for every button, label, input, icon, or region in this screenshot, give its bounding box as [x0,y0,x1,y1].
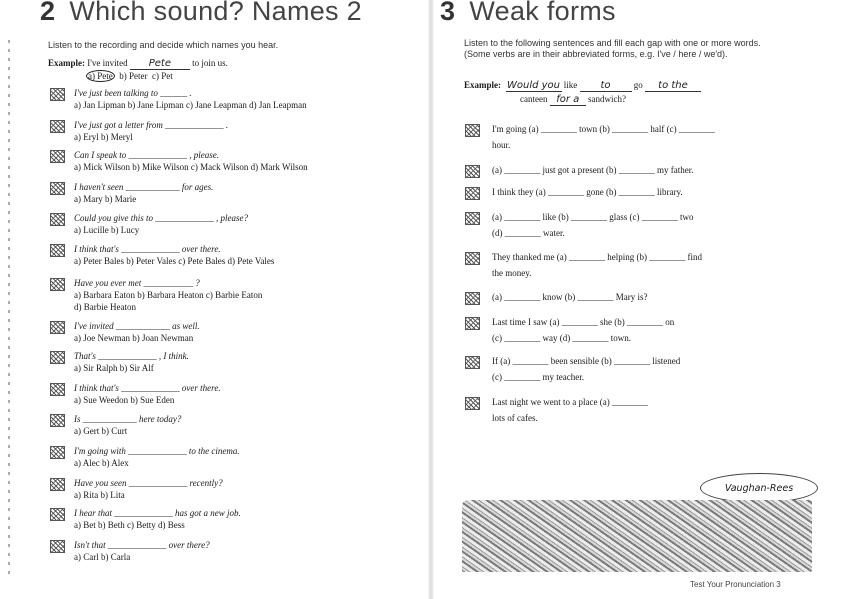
item-sentence: (a) ________ like (b) ________ glass (c) ________ two [492,212,694,222]
item-sentence-continued: the money. [492,268,532,278]
item-options: a) Eryl b) Meryl [74,132,133,142]
audio-track-icon[interactable] [50,540,65,553]
instruction-line-1: Listen to the following sentences and fill each gap with one or more words. [464,38,761,48]
audio-track-icon[interactable] [50,508,65,521]
audio-track-icon[interactable] [50,213,65,226]
item-options: a) Alec b) Alex [74,458,129,468]
item-prompt: Can I speak to _____________ , please. [74,150,219,160]
item-options: a) Barbara Eaton b) Barbara Heaton c) Barbie Eaton [74,290,263,300]
audio-track-icon[interactable] [50,88,65,101]
page-footer: Test Your Pronunciation 3 [690,580,781,589]
example-text-1: like [563,80,578,90]
section-3-heading [440,0,616,27]
instruction-text: Listen to the recording and decide which names you hear. [48,40,279,50]
item-sentence: They thanked me (a) ________ helping (b) ________ find [492,252,702,262]
example-answer-1: Would you [506,80,561,91]
item-sentence-continued: (d) ________ water. [492,228,565,238]
audio-track-icon[interactable] [465,212,480,225]
item-options: a) Bet b) Beth c) Betty d) Bess [74,520,185,530]
example-label: Example: [464,80,501,90]
example-text-before: I've invited [87,58,128,68]
section-number: 3 [440,0,456,26]
item-prompt: Isn't that _____________ over there? [74,540,210,550]
section-2-heading [40,0,362,27]
author-signature: Vaughan-Rees [700,473,818,503]
audio-track-icon[interactable] [50,150,65,163]
audio-track-icon[interactable] [50,278,65,291]
item-options: a) Gert b) Curt [74,426,128,436]
item-options-continued: d) Barbie Heaton [74,302,136,312]
item-options: a) Lucille b) Lucy [74,225,140,235]
item-sentence-continued: (c) ________ way (d) ________ town. [492,333,631,343]
item-prompt: Is ____________ here today? [74,414,182,424]
example-answer-4: for a [550,94,586,106]
item-prompt: I've invited ____________ as well. [74,321,200,331]
item-options: a) Joe Newman b) Joan Newman [74,333,194,343]
example-answer: Pete [130,58,190,70]
audio-track-icon[interactable] [50,244,65,257]
item-options: a) Peter Bales b) Peter Vales c) Pete Bales d) Pete Vales [74,256,275,266]
example-label: Example: [48,58,85,68]
audio-track-icon[interactable] [465,124,480,137]
item-options: a) Rita b) Lita [74,490,125,500]
item-sentence: I think they (a) ________ gone (b) ________ library. [492,187,683,197]
item-options: a) Sir Ralph b) Sir Alf [74,363,154,373]
audio-track-icon[interactable] [50,351,65,364]
audio-track-icon[interactable] [465,165,480,178]
example-line [48,58,228,70]
item-sentence-continued: (c) ________ my teacher. [492,372,584,382]
item-prompt: I think that's _____________ over there. [74,244,221,254]
item-options: a) Mary b) Marie [74,194,137,204]
item-prompt: Have you ever met ___________ ? [74,278,200,288]
audio-track-icon[interactable] [50,383,65,396]
item-sentence-continued: lots of cafes. [492,413,538,423]
audio-track-icon[interactable] [50,446,65,459]
item-sentence: (a) ________ know (b) ________ Mary is? [492,292,648,302]
audio-track-icon[interactable] [465,252,480,265]
instruction-line-2: (Some verbs are in their abbreviated forms, e.g. I've / here / we'd). [464,49,728,59]
item-options: a) Carl b) Carla [74,552,131,562]
item-sentence: I'm going (a) ________ town (b) ________ half (c) ________ [492,124,715,134]
item-prompt: I hear that _____________ has got a new job. [74,508,241,518]
item-sentence-continued: hour. [492,140,511,150]
example-line-1 [464,80,701,92]
example-line-2 [520,94,626,106]
decorative-illustration [462,500,812,572]
example-answer-3: to the [645,80,701,92]
audio-track-icon[interactable] [50,414,65,427]
item-options: a) Jan Lipman b) Jane Lipman c) Jane Leapman d) Jan Leapman [74,100,307,110]
item-sentence: If (a) ________ been sensible (b) ________ listened [492,356,681,366]
audio-track-icon[interactable] [50,321,65,334]
audio-track-icon[interactable] [465,356,480,369]
item-prompt: Have you seen _____________ recently? [74,478,223,488]
item-prompt: I think that's _____________ over there. [74,383,221,393]
audio-track-icon[interactable] [465,397,480,410]
item-prompt: I've just been talking to ______ . [74,88,192,98]
section-title: Which sound? Names 2 [69,0,362,26]
example-text-3: canteen [520,94,548,104]
section-number: 2 [40,0,56,26]
example-option-c: c) Pet [152,71,173,81]
item-prompt: That's _____________ , I think. [74,351,189,361]
audio-track-icon[interactable] [465,187,480,200]
audio-track-icon[interactable] [50,120,65,133]
example-text-after: to join us. [192,58,228,68]
example-text-4: sandwich? [587,94,626,104]
section-title: Weak forms [469,0,616,26]
example-option-b: b) Peter [119,71,148,81]
item-prompt: Could you give this to _____________ , please? [74,213,248,223]
example-options [86,71,173,82]
example-option-a: a) Pete [88,71,113,81]
item-options: a) Sue Weedon b) Sue Eden [74,395,175,405]
item-prompt: I've just got a letter from _____________ . [74,120,229,130]
item-prompt: I'm going with _____________ to the cinema. [74,446,240,456]
example-answer-2: to [580,80,632,92]
audio-track-icon[interactable] [465,292,480,305]
example-text-2: go [633,80,643,90]
item-sentence: (a) ________ just got a present (b) ________ my father. [492,165,694,175]
item-sentence: Last time I saw (a) ________ she (b) ________ on [492,317,675,327]
audio-track-icon[interactable] [465,317,480,330]
item-prompt: I haven't seen ____________ for ages. [74,182,214,192]
item-sentence: Last night we went to a place (a) ________ [492,397,648,407]
item-options: a) Mick Wilson b) Mike Wilson c) Mack Wilson d) Mark Wilson [74,162,308,172]
audio-track-icon[interactable] [50,478,65,491]
audio-track-icon[interactable] [50,182,65,195]
